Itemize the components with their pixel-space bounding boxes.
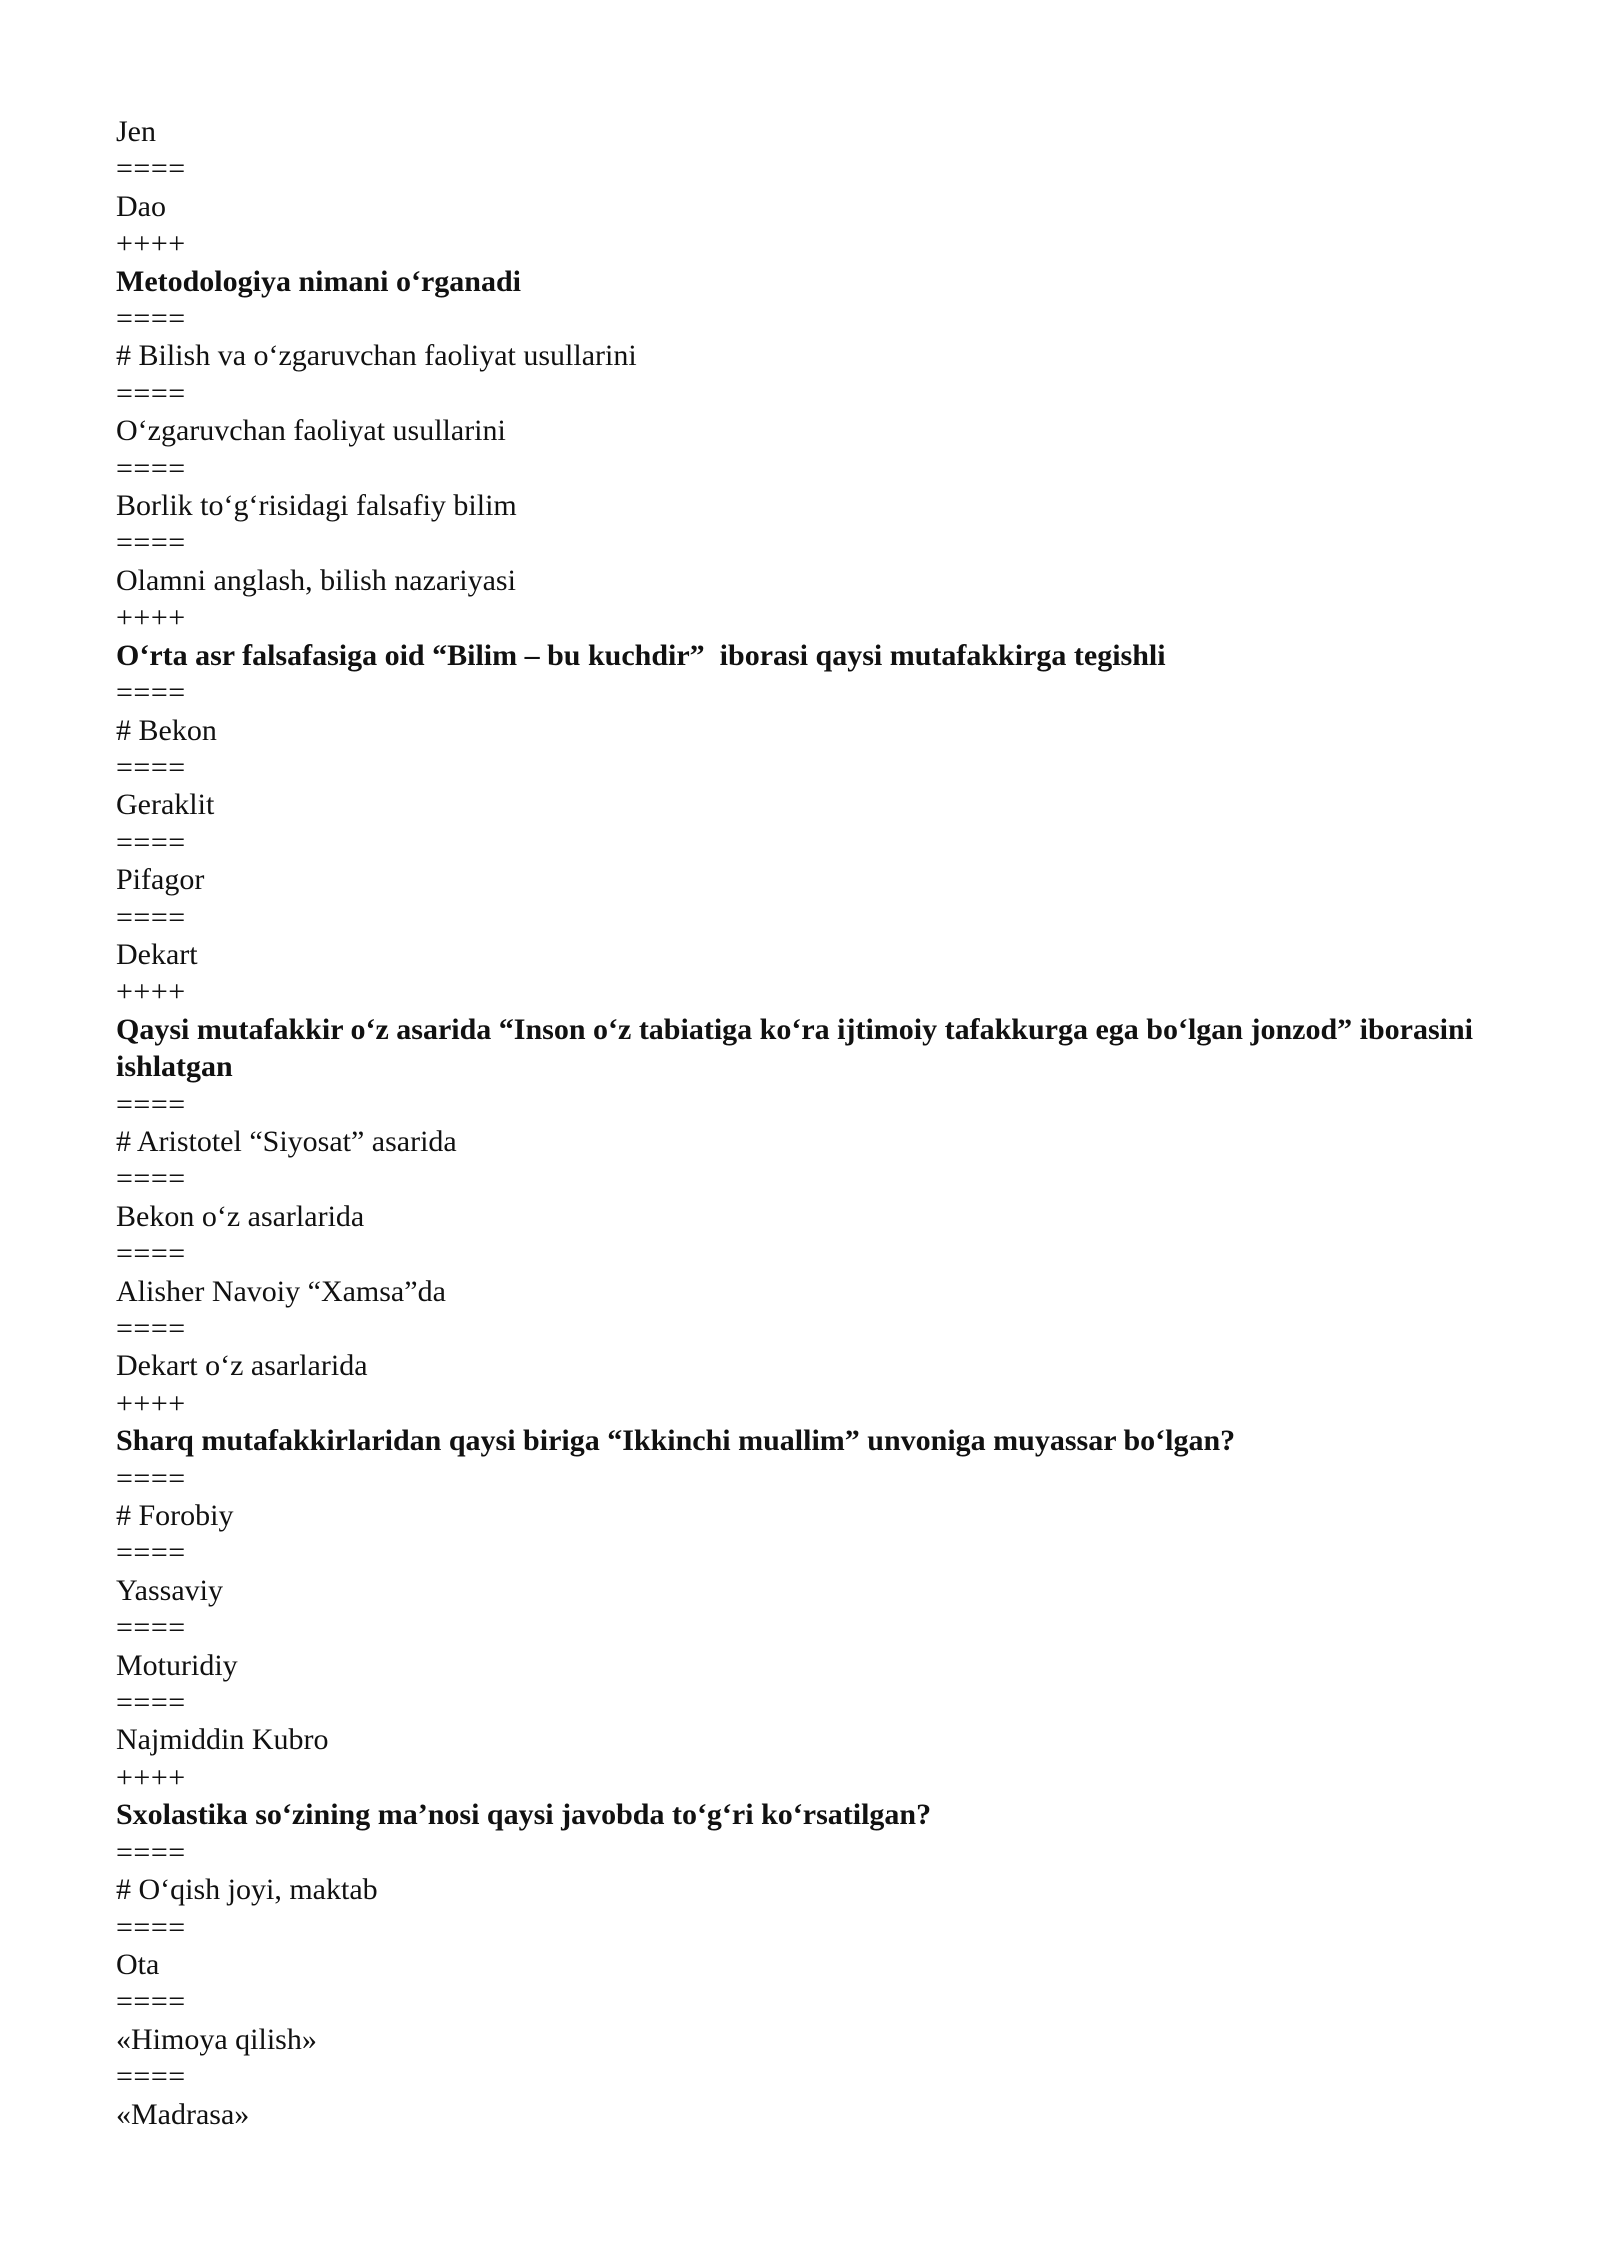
answer-option: # Bekon (116, 713, 217, 747)
option-separator: ==== (116, 900, 186, 934)
option-separator: ==== (116, 1985, 186, 2019)
answer-option: # Aristotel “Siyosat” asarida (116, 1124, 457, 1158)
option-separator: ==== (116, 526, 186, 560)
answer-option: Olamni anglash, bilish nazariyasi (116, 563, 516, 597)
answer-option: Pifagor (116, 863, 205, 897)
option-separator: ==== (116, 376, 186, 410)
option-separator: ==== (116, 750, 186, 784)
answer-option: # Bilish va o‘zgaruvchan faoliyat usullarini (116, 339, 637, 373)
question-end-marker: ++++ (116, 1386, 186, 1420)
answer-option: «Himoya qilish» (116, 2022, 317, 2056)
answer-option: Borlik to‘g‘risidagi falsafiy bilim (116, 489, 517, 523)
answer-option: Moturidiy (116, 1648, 238, 1682)
question-text: Sxolastika so‘zining ma’nosi qaysi javobda to‘g‘ri ko‘rsatilgan? (116, 1798, 932, 1832)
answer-option: Alisher Navoiy “Xamsa”da (116, 1274, 446, 1308)
option-separator: ==== (116, 302, 186, 336)
answer-option: «Madrasa» (116, 2097, 250, 2131)
question-text: Qaysi mutafakkir o‘z asarida “Inson o‘z tabiatiga ko‘ra ijtimoiy tafakkurga ega bo‘lgan jonzod” iborasini ishlatgan (116, 1012, 1481, 1084)
answer-option: Geraklit (116, 788, 215, 822)
answer-option: Najmiddin Kubro (116, 1723, 329, 1757)
answer-option: Ota (116, 1947, 160, 1981)
option-separator: ==== (116, 2060, 186, 2094)
option-separator: ==== (116, 676, 186, 710)
option-separator: ==== (116, 1312, 186, 1345)
question-end-marker: ++++ (116, 1760, 186, 1794)
option-separator: ==== (116, 825, 186, 859)
question-end-marker: ++++ (116, 975, 186, 1009)
answer-option: O‘zgaruvchan faoliyat usullarini (116, 414, 506, 448)
option-separator: ==== (116, 1162, 186, 1196)
option-separator: ==== (116, 152, 186, 186)
answer-option: Dekart (116, 937, 198, 971)
question-text: Metodologiya nimani o‘rganadi (116, 264, 522, 298)
answer-option: # O‘qish joyi, maktab (116, 1873, 378, 1907)
question-text: O‘rta asr falsafasiga oid “Bilim – bu kuchdir” iborasi qaysi mutafakkirga tegishli (116, 638, 1166, 672)
option-separator: ==== (116, 1686, 186, 1720)
option-separator: ==== (116, 1237, 186, 1271)
option-separator: ==== (116, 1910, 186, 1944)
option-separator: ==== (116, 1835, 186, 1869)
answer-option: Dekart o‘z asarlarida (116, 1349, 368, 1383)
option-separator: ==== (116, 1087, 186, 1121)
question-text: Sharq mutafakkirlaridan qaysi biriga “Ikkinchi muallim” unvoniga muyassar bo‘lgan? (116, 1424, 1236, 1458)
option-separator: ==== (116, 1611, 186, 1645)
answer-option: Yassaviy (116, 1573, 223, 1607)
option-separator: ==== (116, 1461, 186, 1495)
answer-option: Dao (116, 189, 166, 223)
document-page (116, 113, 1496, 2133)
question-end-marker: ++++ (116, 227, 186, 261)
question-end-marker: ++++ (116, 601, 186, 635)
answer-option: # Forobiy (116, 1499, 234, 1533)
option-separator: ==== (116, 1536, 186, 1570)
answer-option: Bekon o‘z asarlarida (116, 1199, 365, 1233)
document-body (116, 113, 1496, 2133)
answer-option: Jen (116, 115, 156, 148)
option-separator: ==== (116, 451, 186, 485)
